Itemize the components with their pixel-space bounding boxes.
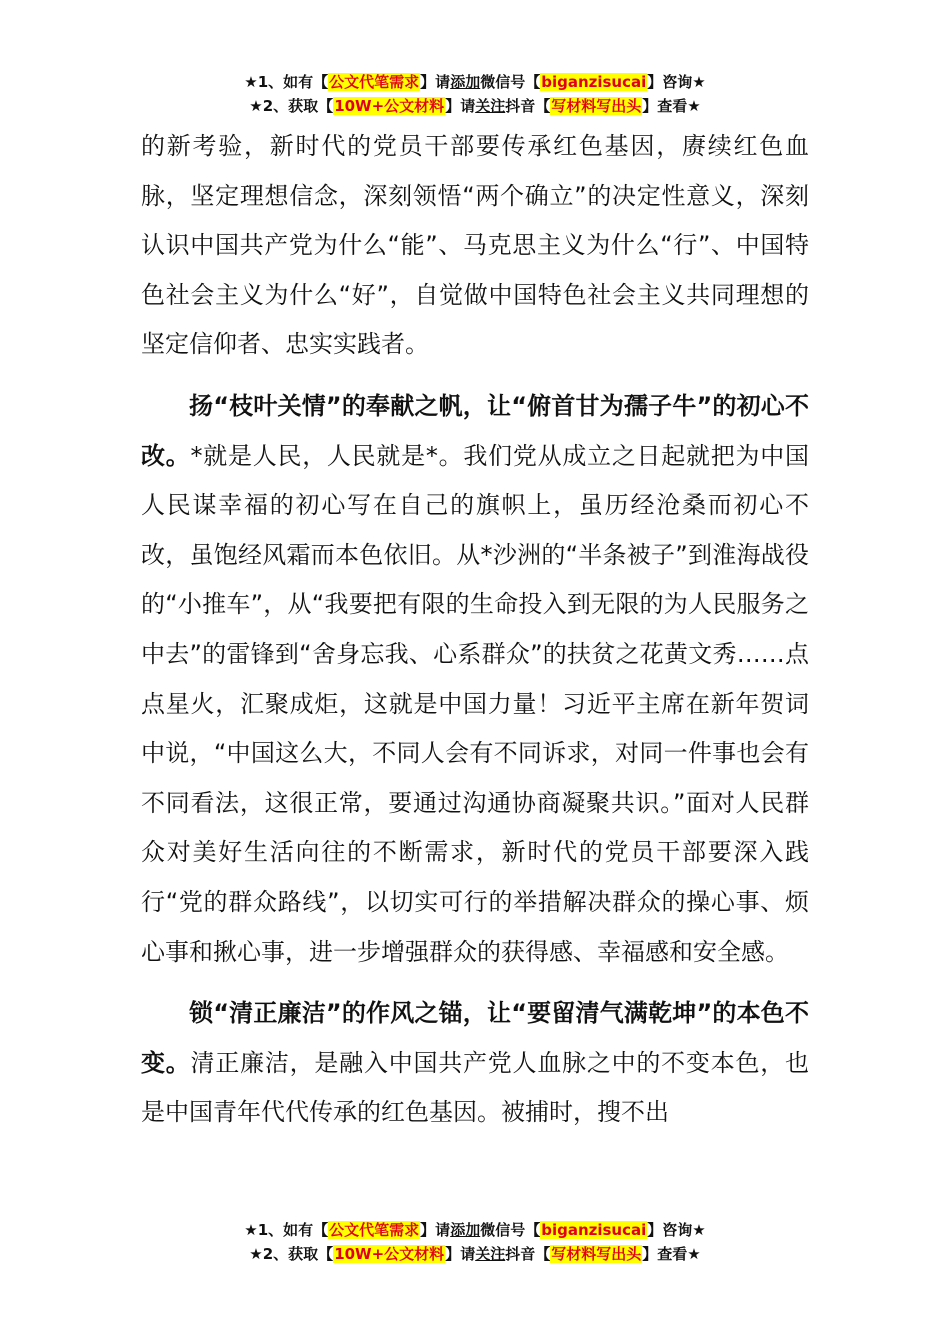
banner-line-2: ★2、获取【10W+公文材料】请关注抖音【写材料写出头】查看★ [249,1245,701,1263]
banner-line-1: ★1、如有【公文代笔需求】请添加微信号【biganzisucai】咨询★ [244,1221,706,1239]
banner-highlight: 公文代笔需求 [329,73,420,91]
banner-highlight: 公文代笔需求 [329,1221,420,1239]
banner-douyin-id: 写材料写出头 [551,1245,642,1263]
banner-wechat-id: biganzisucai [541,1221,647,1239]
banner-line-1: ★1、如有【公文代笔需求】请添加微信号【biganzisucai】咨询★ [244,73,706,91]
paragraph-2-body: *就是人民，人民就是*。我们党从成立之日起就把为中国人民谋幸福的初心写在自己的旗帜上，虽历经沧桑而初心不改，虽饱经风霜而本色依旧。从*沙洲的“半条被子”到淮海战役的“小推车”，从“我要把有限的生命投入到无限的为人民服务之中去”的雷锋到“舍身忘我、心系群众”的扶贫之花黄文秀……点点星火，汇聚成炬，这就是中国力量！习近平主席在新年贺词中说，“中国这么大，不同人会有不同诉求，对同一件事也会有不同看法，这很正常，要通过沟通协商凝聚共识。”面对人民群众对美好生活向往的不断需求，新时代的党员干部要深入践行“党的群众路线”，以切实可行的举措解决群众的操心事、烦心事和揪心事，进一步增强群众的获得感、幸福感和安全感。 [141,441,810,966]
paragraph-3-heading: 锁“清正廉洁”的作风之锚，让“要留清气满乾坤”的本色不变。 [141,999,809,1077]
paragraph-3 [141,989,809,1138]
banner-highlight: 10W+公文材料 [334,97,445,115]
paragraph-3-body: 清正廉洁，是融入中国共产党人血脉之中的不变本色，也是中国青年代代传承的红色基因。被捕时，搜不出 [141,1048,810,1127]
banner-highlight: 10W+公文材料 [334,1245,445,1263]
document-body [141,122,809,1138]
paragraph-2-heading: 扬“枝叶关情”的奉献之帆，让“俯首甘为孺子牛”的初心不改。 [141,391,809,470]
banner-douyin-id: 写材料写出头 [551,97,642,115]
banner-line-2: ★2、获取【10W+公文材料】请关注抖音【写材料写出头】查看★ [249,97,701,115]
footer-banner [0,1218,950,1266]
header-banner [0,70,950,118]
paragraph-1: 的新考验，新时代的党员干部要传承红色基因，赓续红色血脉，坚定理想信念，深刻领悟“两个确立”的决定性意义，深刻认识中国共产党为什么“能”、马克思主义为什么“行”、中国特色社会主义为什么“好”，自觉做中国特色社会主义共同理想的坚定信仰者、忠实实践者。 [141,132,809,359]
paragraph-2 [141,382,809,977]
banner-wechat-id: biganzisucai [541,73,647,91]
